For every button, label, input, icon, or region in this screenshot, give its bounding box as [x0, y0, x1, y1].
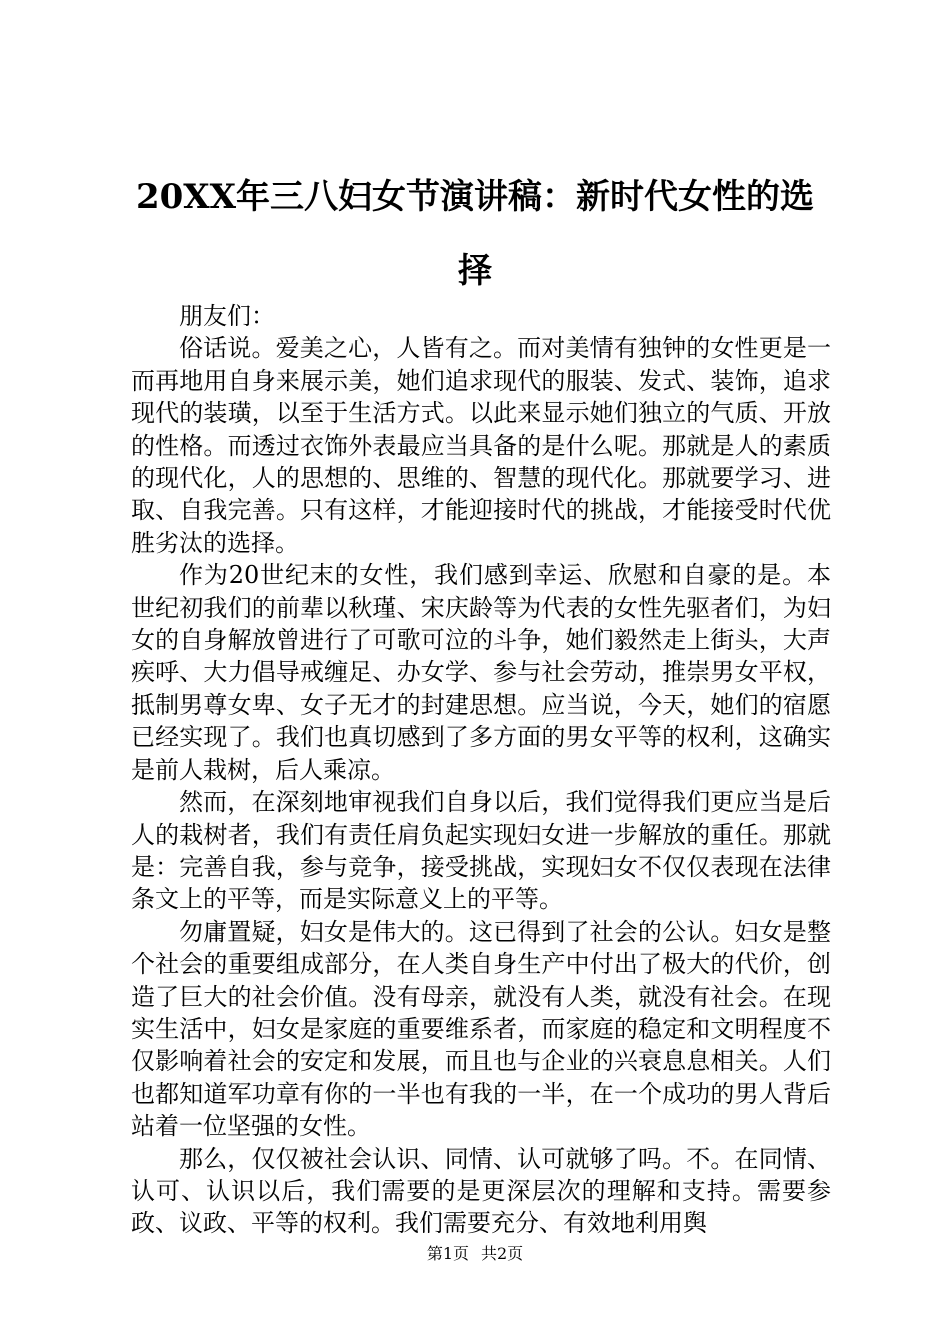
body-paragraph: 勿庸置疑，妇女是伟大的。这已得到了社会的公认。妇女是整个社会的重要组成部分，在人类自身生产中付出了极大的代价，创造了巨大的社会价值。没有母亲，就没有人类，就没有社会。在现实生活中，妇女是家庭的重要维系者，而家庭的稳定和文明程度不仅影响着社会的安定和发展，而且也与企业的兴衰息息相关。人们也都知道军功章有你的一半也有我的一半，在一个成功的男人背后站着一位坚强的女性。 [131, 917, 831, 1141]
page-number: 第1页 [426, 1244, 469, 1263]
document-body [131, 300, 831, 1240]
body-paragraph: 然而，在深刻地审视我们自身以后，我们觉得我们更应当是后人的栽树者，我们有责任肩负起实现妇女进一步解放的重任。那就是：完善自我，参与竞争，接受挑战，实现妇女不仅仅表现在法律条文上的平等，而是实际意义上的平等。 [131, 788, 831, 914]
body-paragraph: 俗话说。爱美之心，人皆有之。而对美情有独钟的女性更是一而再地用自身来展示美，她们追求现代的服装、发式、装饰，追求现代的装璜，以至于生活方式。以此来显示她们独立的气质、开放的性格。而透过衣饰外表最应当具备的是什么呢。那就是人的素质的现代化，人的思想的、思维的、智慧的现代化。那就要学习、进取、自我完善。只有这样，才能迎接时代的挑战，才能接受时代优胜劣汰的选择。 [131, 334, 831, 557]
salutation-paragraph: 朋友们： [179, 302, 275, 330]
page-footer [0, 1244, 950, 1264]
body-paragraph: 那么，仅仅被社会认识、同情、认可就够了吗。不。在同情、认可、认识以后，我们需要的是更深层次的理解和支持。需要参政、议政、平等的权利。我们需要充分、有效地利用舆 [131, 1144, 831, 1238]
page-total: 共2页 [481, 1244, 524, 1263]
document-title: 20XX年三八妇女节演讲稿：新时代女性的选择 [135, 177, 815, 291]
body-paragraph: 作为20世纪末的女性，我们感到幸运、欣慰和自豪的是。本世纪初我们的前辈以秋瑾、宋庆龄等为代表的女性先驱者们，为妇女的自身解放曾进行了可歌可泣的斗争，她们毅然走上街头，大声疾呼、大力倡导戒缠足、办女学、参与社会劳动，推崇男女平权，抵制男尊女卑、女子无才的封建思想。应当说，今天，她们的宿愿已经实现了。我们也真切感到了多方面的男女平等的权利，这确实是前人栽树，后人乘凉。 [131, 561, 831, 784]
